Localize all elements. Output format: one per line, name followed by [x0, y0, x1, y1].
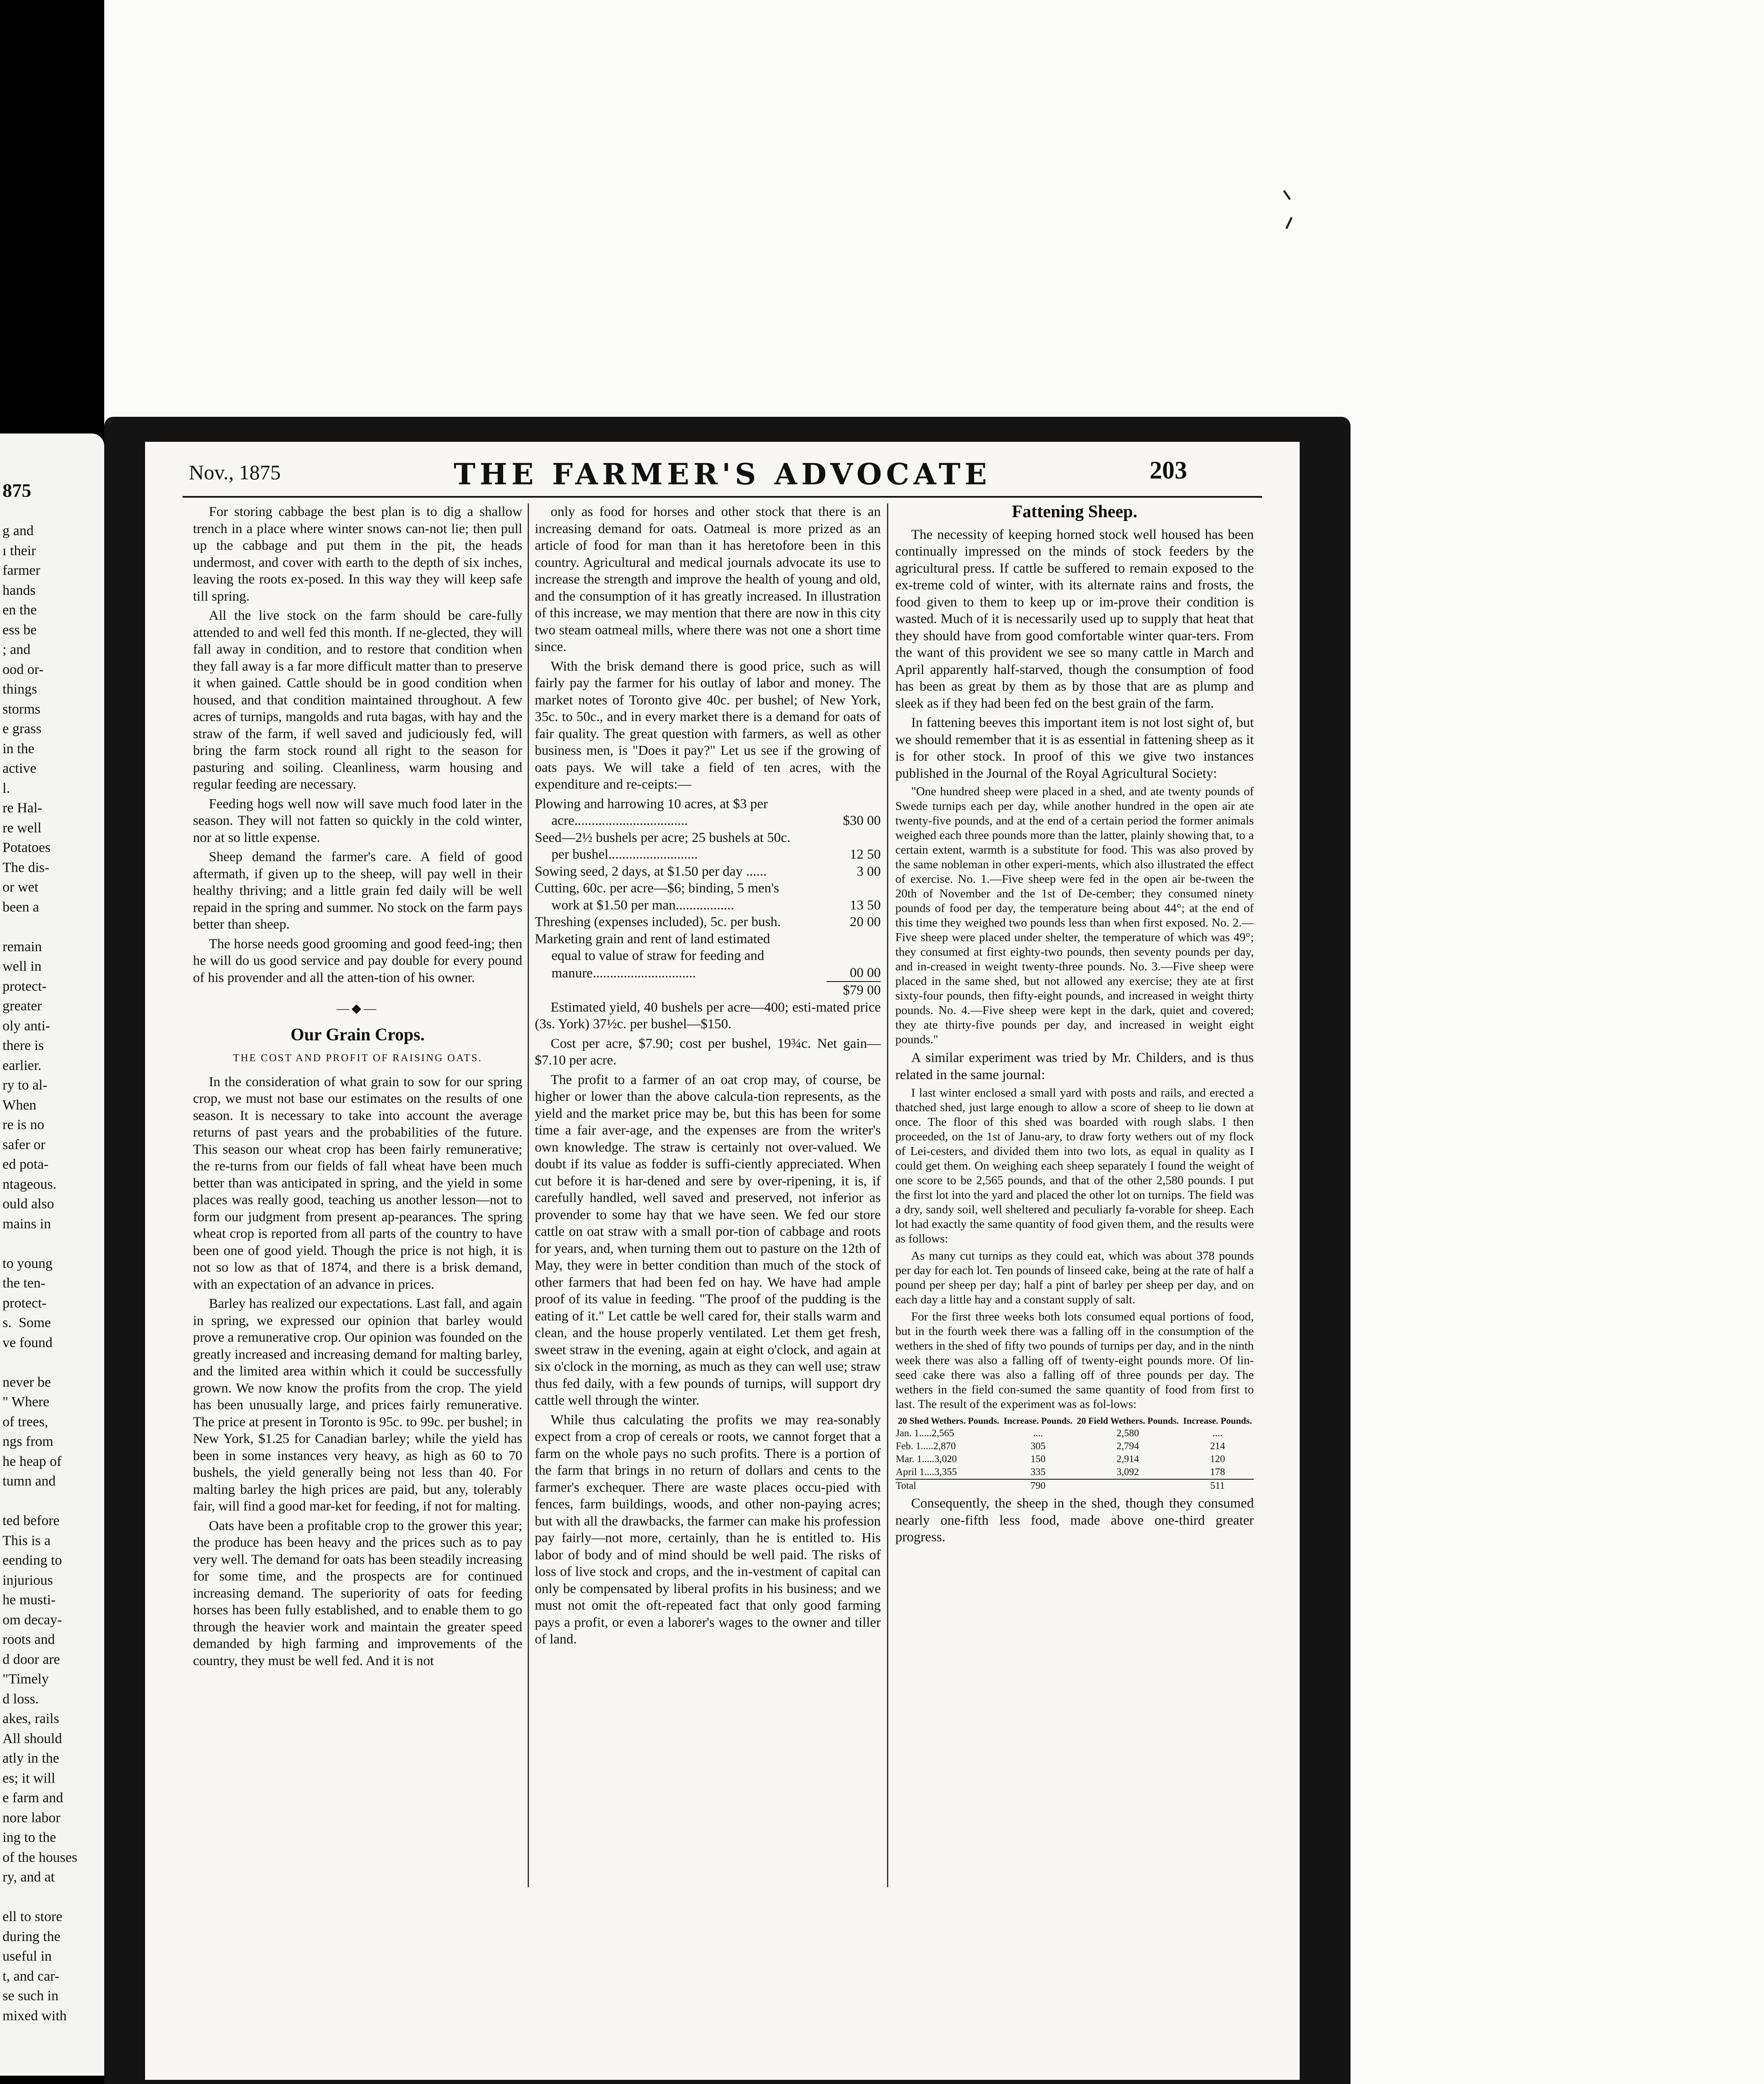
- left-page-line: roots and: [3, 1632, 55, 1647]
- left-page-line: [3, 1491, 77, 1511]
- article-subheading: THE COST AND PROFIT OF RAISING OATS.: [233, 1052, 483, 1064]
- left-page-line: of trees,: [3, 1414, 48, 1430]
- left-page-line: ry, and at: [3, 1869, 55, 1885]
- paragraph: Consequently, the sheep in the shed, though they consumed nearly one-fifth less food, made above one-third greater progress.: [895, 1496, 1254, 1545]
- left-page-line: The dis-: [3, 859, 50, 875]
- table-row: [895, 1466, 1254, 1479]
- account-item: work at $1.50 per man.................: [551, 897, 734, 913]
- account-amount: 00 00: [849, 965, 881, 980]
- paragraph: While thus calculating the profits we may rea-sonably expect from a crop of cereals or roots, we cannot forget that a farm on the whole pays no such profits. There is a portion of the farm that brings in no return of dollars and cents to the farmer's exchequer. There are waste places occu-pied with fences, farm buildings, woods, and other non-paying acres; but with all the drawbacks, the farmer can make his profession pay fairly—not more, certainly, than he is entitled to. His labor of body and of mind should be well paid. The risks of loss of live stock and crops, and the in-vestment of capital can only be compensated by liberal profits in his business; and we must not omit the oft-repeated fact that only good farming pays a profit, or even a laborer's wages to the owner and tiller of land.: [535, 1412, 881, 1647]
- left-page-line: farmer: [3, 563, 40, 578]
- left-page-line: injurious: [3, 1572, 53, 1588]
- table-cell: Mar. 1.....3,020: [896, 1454, 957, 1465]
- table-row: [895, 1440, 1254, 1453]
- paragraph: With the brisk demand there is good price, such as will fairly pay the farmer for his outlay of labor and money. The market notes of Toronto give 40c. per bushel; of New York, 35c. to 50c., and in every market there is a demand for oats of fair quality. The great question with farmers, as well as other business men, is "Does it pay?" Let us see if the growing of oats pays. We will take a field of ten acres, with the expenditure and re-ceipts:—: [535, 659, 881, 792]
- table-cell: 2,794: [1116, 1441, 1139, 1452]
- left-page-line: storms: [3, 701, 40, 717]
- left-page-line: ed pota-: [3, 1157, 49, 1172]
- paragraph: Barley has realized our expectations. Last fall, and again in spring, we expressed our opinion that barley would prove a remunerative crop. Our opinion was founded on the greatly increased and increasing demand for malting barley, and the limited area within which it could be successfully grown. We now know the profits from the crop. The yield has been unusually large, and prices fairly remunerative. The price at present in Toronto is 95c. to 99c. per bushel; in New York, $1.25 for Canadian barley; while the yield has been in some instances very heavy, as high as 60 to 70 bushels, the yield generally being not less than 40. For malting barley the high prices are paid, but any, tolerably fair, will find a good mar-ket for feeding, if not for malting.: [193, 1296, 522, 1514]
- oats-expense-account: [535, 796, 881, 999]
- left-page-line: [3, 1234, 77, 1254]
- left-page-line: eending to: [3, 1553, 62, 1568]
- column-divider: [528, 503, 529, 1887]
- account-item: Seed—2½ bushels per acre; 25 bushels at 50c.: [535, 830, 791, 845]
- table-header: Increase. Pounds.: [1003, 1415, 1072, 1426]
- left-page-line: there is: [3, 1038, 44, 1053]
- table-cell: 120: [1210, 1454, 1225, 1465]
- newspaper-page: [104, 417, 1351, 2084]
- paragraph: In fattening beeves this important item is not lost sight of, but we should remember that it is as essential in fattening sheep as it is for other stock. In proof of this we give two instances published in the Journal of the Royal Agricultural Society:: [895, 715, 1254, 781]
- account-item: Plowing and harrowing 10 acres, at $3 per: [535, 796, 768, 812]
- left-page-line: ould also: [3, 1196, 54, 1212]
- account-amount: $30 00: [843, 813, 881, 828]
- page-number: 203: [1150, 456, 1187, 484]
- account-row: [535, 880, 881, 897]
- header-rule: [183, 496, 1262, 498]
- account-amount: [827, 796, 881, 813]
- left-page-line: greater: [3, 998, 42, 1014]
- account-amount: 13 50: [849, 897, 881, 913]
- account-row: [535, 914, 881, 931]
- left-page-line: e farm and: [3, 1790, 63, 1806]
- table-cell: ....: [1033, 1428, 1043, 1439]
- account-item: Threshing (expenses included), 5c. per bush.: [535, 914, 781, 929]
- left-page-line: re Hal-: [3, 800, 43, 816]
- left-page-line: ell to store: [3, 1909, 63, 1924]
- column-divider: [887, 503, 888, 1887]
- left-page-line: or wet: [3, 879, 38, 895]
- left-page-line: ted before: [3, 1513, 60, 1528]
- paragraph: Feeding hogs well now will save much food later in the season. They will not fatten so quickly in the cold winter, nor at so little expense.: [193, 796, 522, 845]
- table-row: [895, 1453, 1254, 1466]
- left-page-line: ; and: [3, 642, 31, 657]
- section-ornament: —◆—: [336, 1002, 379, 1015]
- account-amount: 3 00: [857, 864, 881, 879]
- left-page-line: When: [3, 1097, 37, 1113]
- quoted-paragraph: As many cut turnips as they could eat, which was about 378 pounds per day for each lot. Ten pounds of linseed cake, being at the rate of half a pound per sheep per day; half a pint of barley per sheep per day, and on each day a little hay and a constant supply of salt.: [895, 1249, 1254, 1306]
- table-cell: Total: [895, 1479, 1002, 1493]
- left-page-line: t, and car-: [3, 1968, 60, 1984]
- table-header: 20 Shed Wethers. Pounds.: [897, 1415, 1000, 1426]
- table-cell: [1074, 1479, 1181, 1493]
- account-amount: $79 00: [827, 982, 881, 999]
- left-page-fragment: [0, 433, 104, 2076]
- left-page-line: es; it will: [3, 1770, 55, 1786]
- left-page-line: s. Some: [3, 1315, 51, 1330]
- left-page-line: the ten-: [3, 1275, 45, 1291]
- left-page-line: he heap of: [3, 1453, 62, 1469]
- column-2: [535, 503, 881, 1651]
- left-page-line: tumn and: [3, 1473, 56, 1489]
- account-item: Cutting, 60c. per acre—$6; binding, 5 men's: [535, 881, 779, 896]
- account-amount: 20 00: [849, 914, 881, 929]
- left-page-line: ry to al-: [3, 1077, 48, 1093]
- left-page-line: hands: [3, 582, 36, 598]
- left-page-line: g and: [3, 523, 34, 539]
- table-cell: 2,580: [1116, 1428, 1139, 1439]
- left-page-line: ngs from: [3, 1434, 53, 1449]
- left-page-line: oly anti-: [3, 1018, 50, 1034]
- left-page-line: e grass: [3, 721, 42, 736]
- account-item: equal to value of straw for feeding and: [551, 948, 764, 963]
- left-page-line: protect-: [3, 1295, 47, 1311]
- left-page-line: ing to the: [3, 1830, 56, 1845]
- left-page-line: This is a: [3, 1533, 51, 1548]
- article-heading: Fattening Sheep.: [1012, 502, 1138, 521]
- table-cell: Jan. 1.....2,565: [896, 1428, 954, 1439]
- table-cell: 305: [1030, 1441, 1046, 1452]
- article-heading: Our Grain Crops.: [291, 1025, 425, 1045]
- left-page-line: during the: [3, 1929, 60, 1944]
- sheep-weight-table: [895, 1414, 1254, 1493]
- left-page-line: ood or-: [3, 661, 44, 677]
- left-page-line: " Where: [3, 1394, 50, 1410]
- table-cell: 2,914: [1116, 1454, 1139, 1465]
- left-page-line: [3, 1353, 77, 1373]
- left-page-line: l.: [3, 780, 10, 796]
- left-page-line: ess be: [3, 622, 37, 638]
- page-paper: [145, 442, 1300, 2080]
- account-row: [535, 897, 881, 914]
- left-page-line: "Timely: [3, 1671, 49, 1687]
- paragraph: Sheep demand the farmer's care. A field of good aftermath, if given up to the sheep, will pay well in their healthy thriving; and a little grain fed daily will be well repaid in the spring and summer. No stock on the farm pays better than sheep.: [193, 849, 522, 932]
- paragraph: A similar experiment was tried by Mr. Childers, and is thus related in the same journal:: [895, 1050, 1254, 1082]
- left-page-line: earlier.: [3, 1057, 42, 1073]
- left-page-line: d door are: [3, 1651, 60, 1667]
- account-item: Marketing grain and rent of land estimated: [535, 931, 770, 947]
- account-item: Sowing seed, 2 days, at $1.50 per day ......: [535, 864, 767, 879]
- account-item: acre.................................: [551, 813, 688, 828]
- account-amount: 12 50: [849, 847, 881, 862]
- paragraph: The profit to a farmer of an oat crop may, of course, be higher or lower than the above calcula-tion represents, as the yield and the market price may be, but this has been for some time a fair aver-age, and the expenses are from the writer's own knowledge. The straw is certainly not over-valued. We doubt if its value as fodder is suffi-ciently appreciated. When cut before it is har-dened and sere by over-ripening, it is, if carefully handled, well saved and preserved, not inferior as provender to some hay that we have seen. We fed our store cattle on oat straw with a small por-tion of cabbage and roots for years, and, when turning them out to pasture on the 12th of May, they were in better condition than much of the stock of other farmers that had been fed on hay. We have had ample proof of its value in feeding. "The proof of the pudding is the eating of it." Let cattle be well cared for, their stalls warm and clean, and the house properly ventilated. Let them get fresh, sweet straw in the evening, again at eight o'clock, and again at six o'clock in the morning, as much as they can well use; straw thus fed daily, with a few pounds of turnips, will support dry cattle well through the winter.: [535, 1072, 881, 1408]
- account-amount: [827, 931, 881, 948]
- account-item: [535, 982, 827, 999]
- left-page-line: been a: [3, 899, 39, 915]
- account-row: [535, 796, 881, 813]
- account-row: [535, 947, 881, 964]
- left-page-line: re is no: [3, 1117, 45, 1132]
- left-page-line: atly in the: [3, 1751, 59, 1766]
- quoted-paragraph: I last winter enclosed a small yard with posts and rails, and erected a thatched shed, just large enough to allow a score of sheep to lie down at once. The floor of this shed was boarded with rough slabs. I then proceeded, on the 1st of Janu-ary, to draw forty wethers out of my flock of Lei-cesters, and divided them into two lots, as equal in quality as I could get them. On weighing each sheep separately I found the weight of one score to be 2,565 pounds, and that of the other 2,580 pounds. I put the first lot into the yard and placed the other lot on turnips. The field was a dry, sandy soil, well sheltered and peculiarly fa-vorable for sheep. Each lot had exactly the same quantity of food given them, and the results were as follows:: [895, 1086, 1254, 1245]
- left-page-line: re well: [3, 820, 42, 836]
- left-page-text-fragments: [3, 521, 77, 2026]
- table-cell: 790: [1002, 1479, 1074, 1493]
- paragraph: Estimated yield, 40 bushels per acre—400; esti-mated price (3s. York) 37½c. per bushel—$150.: [535, 999, 881, 1032]
- table-cell: 214: [1210, 1441, 1225, 1452]
- left-page-line: active: [3, 761, 37, 776]
- account-row: [535, 982, 881, 999]
- paragraph: The necessity of keeping horned stock well housed has been continually impressed on the minds of stock feeders by the agricultural press. If cattle be suffered to remain exposed to the ex-treme cold of winter, with its alternate rains and frosts, the food given to them to keep up or im-prove their condition is wasted. Much of it is necessarily used up to supply that heat that they should have from good comfortable winter quar-ters. From the want of this provident we see so many cattle in March and April apparently half-starved, though the consumption of food has been as great by them as by those that are as plump and sleek as if they had been fed on the best grain of the farm.: [895, 527, 1254, 711]
- left-page-line: d loss.: [3, 1691, 39, 1707]
- paragraph: In the consideration of what grain to sow for our spring crop, we must not base our estimates on the results of one season. It is necessary to take into account the average returns of past years and the probabilities of the future. This season our wheat crop has been fairly remunerative; the re-turns from our fields of fall wheat have been much better than was anticipated in spring, and the yield in some places was really good, teaching us another lesson—not to form our judgment from present ap-pearances. The spring wheat crop is reported from all parts of the country to have been one of good yield. Though the price is not high, it is not so low as that of 1874, and there is a brisk demand, with an expectation of an advance in prices.: [193, 1074, 522, 1292]
- account-row: [535, 863, 881, 880]
- left-page-line: he musti-: [3, 1592, 56, 1608]
- account-amount: [827, 947, 881, 964]
- account-row: [535, 931, 881, 948]
- left-page-line: [3, 917, 77, 937]
- left-page-line: remain: [3, 939, 42, 954]
- account-row: [535, 964, 881, 982]
- table-cell: 335: [1030, 1467, 1046, 1478]
- paragraph: The horse needs good grooming and good feed-ing; then he will do us good service and pay double for every pound of his provender and all the atten-tion of his owner.: [193, 936, 522, 985]
- left-page-folio: 875: [3, 480, 31, 501]
- table-cell: ....: [1213, 1428, 1223, 1439]
- table-row: [895, 1427, 1254, 1440]
- column-1: [193, 503, 522, 1672]
- left-page-line: ntageous.: [3, 1176, 57, 1192]
- quoted-paragraph: "One hundred sheep were placed in a shed, and ate twenty pounds of Swede turnips each per day, while another hundred in the open air ate twenty-five pounds, and at the end of a certain period the former animals weighed each three pounds more than the latter, plainly showing that, to a certain extent, warmth is a substitute for food. This was also proved by the same nobleman in other experi-ments, which also illustrated the effect of exercise. No. 1.—Five sheep were fed in the open air be-tween the 20th of November and the 1st of De-cember; they consumed ninety pounds of food per day, the temperature being about 44°; at the end of this time they weighed two pounds less than when first exposed. No. 2.—Five sheep were placed under shelter, the temperature of which was 49°; they consumed at first eighty-two pounds, then seventy pounds per day, and in-creased in weight twenty-three pounds. No. 3.—Five sheep were placed in the same shed, but not allowed any exercise; they ate at first sixty-four pounds, then fifty-eight pounds, and increased in weight thirty pounds. No. 4.—Five sheep were kept in the dark, quiet and covered; they ate thirty-five pounds per day, and increased in weight eight pounds.": [895, 785, 1254, 1046]
- left-page-line: useful in: [3, 1949, 52, 1964]
- paragraph: All the live stock on the farm should be care-fully attended to and well fed this month. If ne-glected, they will fall away in condition, and to restore that condition when they fall away is a far more difficult matter than to preserve it when gained. Cattle should be in good condition when housed, and that condition maintained throughout. A few acres of turnips, mangolds and ruta bagas, with hay and the straw of the farm, if well saved and judiciously fed, will bring the farm stock round all right to the season for pasturing and soiling. Cleanliness, warm housing and regular feeding are necessary.: [193, 608, 522, 792]
- account-amount: [827, 880, 881, 897]
- left-page-line: well in: [3, 959, 42, 974]
- left-page-line: ve found: [3, 1335, 53, 1350]
- table-cell: 511: [1181, 1479, 1254, 1493]
- account-item: per bushel..........................: [551, 847, 698, 862]
- left-page-line: things: [3, 681, 38, 697]
- left-page-line: mains in: [3, 1216, 51, 1232]
- left-page-line: protect-: [3, 978, 47, 994]
- left-page-line: Potatoes: [3, 840, 51, 855]
- left-page-line: om decay-: [3, 1612, 62, 1628]
- table-header: Increase. Pounds.: [1183, 1415, 1252, 1426]
- table-header-row: [895, 1414, 1254, 1427]
- left-page-line: mixed with: [3, 2008, 67, 2024]
- table-cell: 3,092: [1116, 1467, 1139, 1478]
- table-header: 20 Field Wethers. Pounds.: [1077, 1415, 1179, 1426]
- column-3: [895, 503, 1254, 1548]
- table-cell: Feb. 1.....2,870: [896, 1441, 956, 1452]
- quoted-paragraph: For the first three weeks both lots consumed equal portions of food, but in the fourth week there was a falling off in the consumption of the wethers in the shed of fifty two pounds of turnips per day, and in the ninth week there was also a falling off of twenty-eight pounds more. Of lin-seed cake there was also a falling off of three pounds per day. The wethers in the field con-sumed the same quantity of food from first to last. The result of the experiment was as fol-lows:: [895, 1310, 1254, 1411]
- left-page-line: ı their: [3, 543, 36, 559]
- masthead: THE FARMER'S ADVOCATE: [454, 457, 991, 491]
- left-page-line: of the houses: [3, 1849, 78, 1865]
- account-row: [535, 846, 881, 863]
- paragraph: Oats have been a profitable crop to the grower this year; the produce has been heavy and the prices such as to pay very well. The demand for oats has been steadily increasing for some time, and the prospects are for continued increasing demand. The superiority of oats for feeding horses has been fully established, and to enable them to go through the heavier work and maintain the greater speed demanded by high farming and improvements of the country, they must be well fed. And it is not: [193, 1518, 522, 1668]
- left-page-line: never be: [3, 1374, 51, 1390]
- account-row: [535, 812, 881, 829]
- left-page-line: akes, rails: [3, 1711, 59, 1726]
- table-cell: 150: [1030, 1454, 1046, 1465]
- left-page-line: in the: [3, 741, 35, 756]
- left-page-line: se such in: [3, 1988, 59, 2004]
- paragraph: only as food for horses and other stock that there is an increasing demand for oats. Oatmeal is more prized as an article of food for man than it has heretofore been in this country. Agricultural and medical journals advocate its use to increase the strength and improve the health of young and old, and the consumption of it has greatly increased. In illustration of this increase, we may mention that there are now in this city two steam oatmeal mills, where there was not one a short time since.: [535, 504, 881, 654]
- table-cell: April 1....3,355: [896, 1467, 957, 1478]
- paragraph: Cost per acre, $7.90; cost per bushel, 19¾c. Net gain—$7.10 per acre.: [535, 1036, 881, 1068]
- left-page-line: All should: [3, 1731, 62, 1746]
- table-cell: 178: [1210, 1467, 1225, 1478]
- page-header: [145, 442, 1300, 492]
- table-total-row: [895, 1479, 1254, 1493]
- left-page-line: safer or: [3, 1137, 45, 1152]
- left-page-line: en the: [3, 602, 37, 618]
- paragraph: For storing cabbage the best plan is to dig a shallow trench in a place where winter snows can-not lie; then pull up the cabbage and put them in the pit, the heads undermost, and cover with earth to the depth of six inches, leaving the roots ex-posed. In this way they will keep safe till spring.: [193, 504, 522, 604]
- account-item: manure..............................: [551, 965, 696, 981]
- account-row: [535, 829, 881, 847]
- left-page-line: to young: [3, 1255, 53, 1271]
- account-amount: [827, 829, 881, 847]
- left-page-line: [3, 1887, 77, 1907]
- issue-date: Nov., 1875: [189, 461, 281, 484]
- left-page-line: nore labor: [3, 1810, 60, 1826]
